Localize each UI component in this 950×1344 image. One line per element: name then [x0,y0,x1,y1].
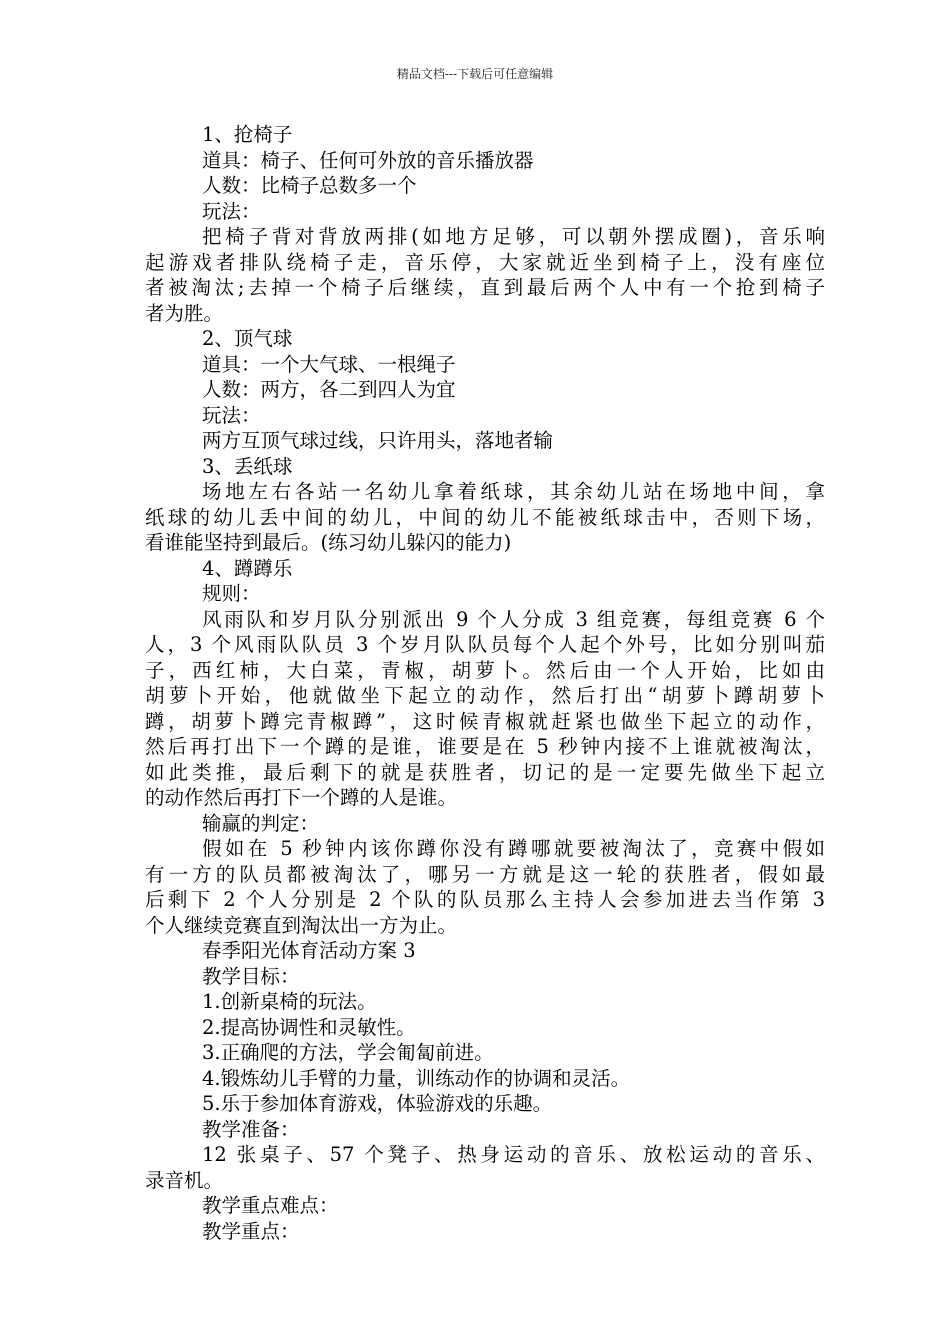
text-line: 12 张桌子、57 个凳子、热身运动的音乐、放松运动的音乐、 [202,1143,825,1166]
text-line: 胡萝卜开始，他就做坐下起立的动作，然后打出“胡萝卜蹲胡萝卜 [145,684,825,707]
document-body [145,122,825,1244]
text-line: 教学重点难点： [202,1194,339,1217]
text-line: 2、顶气球 [202,327,293,350]
text-line: 2.提高协调性和灵敏性。 [202,1015,416,1039]
text-line: 4.锻炼幼儿手臂的力量，训练动作的协调和灵活。 [202,1066,631,1090]
text-line: 录音机。 [145,1168,224,1192]
text-line: 3.正确爬的方法，学会匍匐前进。 [202,1041,494,1064]
text-line: 后剩下 2 个人分别是 2 个队的队员那么主持人会参加进去当作第 3 [145,888,825,911]
text-line: 把椅子背对背放两排(如地方足够，可以朝外摆成圈)，音乐响 [202,225,825,248]
text-line: 玩法： [202,403,261,427]
text-line: 道具：一个大气球、一根绳子 [202,352,456,376]
text-line: 如此类推，最后剩下的就是获胜者，切记的是一定要先做坐下起立 [145,760,825,784]
text-line: 教学准备： [202,1117,300,1141]
text-line: 人，3 个风雨队队员 3 个岁月队队员每个人起个外号，比如分别叫茄 [145,633,825,656]
text-line: 看谁能坚持到最后。(练习幼儿躲闪的能力) [145,531,512,554]
text-line: 教学重点： [202,1219,300,1243]
text-line: 假如在 5 秒钟内该你蹲你没有蹲哪就要被淘汰了，竞赛中假如 [202,837,825,860]
text-line: 起游戏者排队绕椅子走，音乐停，大家就近坐到椅子上，没有座位 [145,250,825,274]
text-line: 风雨队和岁月队分别派出 9 个人分成 3 组竞赛，每组竞赛 6 个 [202,607,825,631]
text-line: 人数：比椅子总数多一个 [202,174,417,197]
text-line: 人数：两方，各二到四人为宜 [202,378,456,401]
text-line: 5.乐于参加体育游戏，体验游戏的乐趣。 [202,1092,553,1115]
text-line: 4、蹲蹲乐 [202,556,293,580]
text-line: 者被淘汰;去掉一个椅子后继续，直到最后两个人中有一个抢到椅子 [145,276,825,299]
text-line: 玩法： [202,199,261,223]
text-line: 道具：椅子、任何可外放的音乐播放器 [202,148,534,172]
text-line: 有一方的队员都被淘汰了，哪另一方就是这一轮的获胜者，假如最 [145,862,825,886]
text-line: 输赢的判定： [202,811,320,835]
text-line: 的动作然后再打下一个蹲的人是谁。 [145,786,458,809]
text-line: 1.创新桌椅的玩法。 [202,990,377,1013]
text-line: 规则： [202,582,261,605]
text-line: 1、抢椅子 [202,123,293,146]
text-line: 者为胜。 [145,301,224,325]
page-header: 精品文档---下载后可任意编辑 [396,67,554,81]
text-line: 纸球的幼儿丢中间的幼儿，中间的幼儿不能被纸球击中，否则下场， [145,505,825,529]
text-line: 两方互顶气球过线，只许用头，落地者输 [202,429,554,452]
text-line: 蹲，胡萝卜蹲完青椒蹲”，这时候青椒就赶紧也做坐下起立的动作， [145,709,825,733]
text-line: 教学目标： [202,964,300,988]
text-line: 子，西红柿，大白菜，青椒，胡萝卜。然后由一个人开始，比如由 [145,658,825,682]
text-line: 然后再打出下一个蹲的是谁，谁要是在 5 秒钟内接不上谁就被淘汰， [145,735,825,758]
text-line: 个人继续竞赛直到淘汰出一方为止。 [145,913,458,937]
text-line: 3、丢纸球 [202,454,293,478]
text-line: 春季阳光体育活动方案 3 [202,939,416,962]
text-line: 场地左右各站一名幼儿拿着纸球，其余幼儿站在场地中间，拿 [202,480,825,503]
